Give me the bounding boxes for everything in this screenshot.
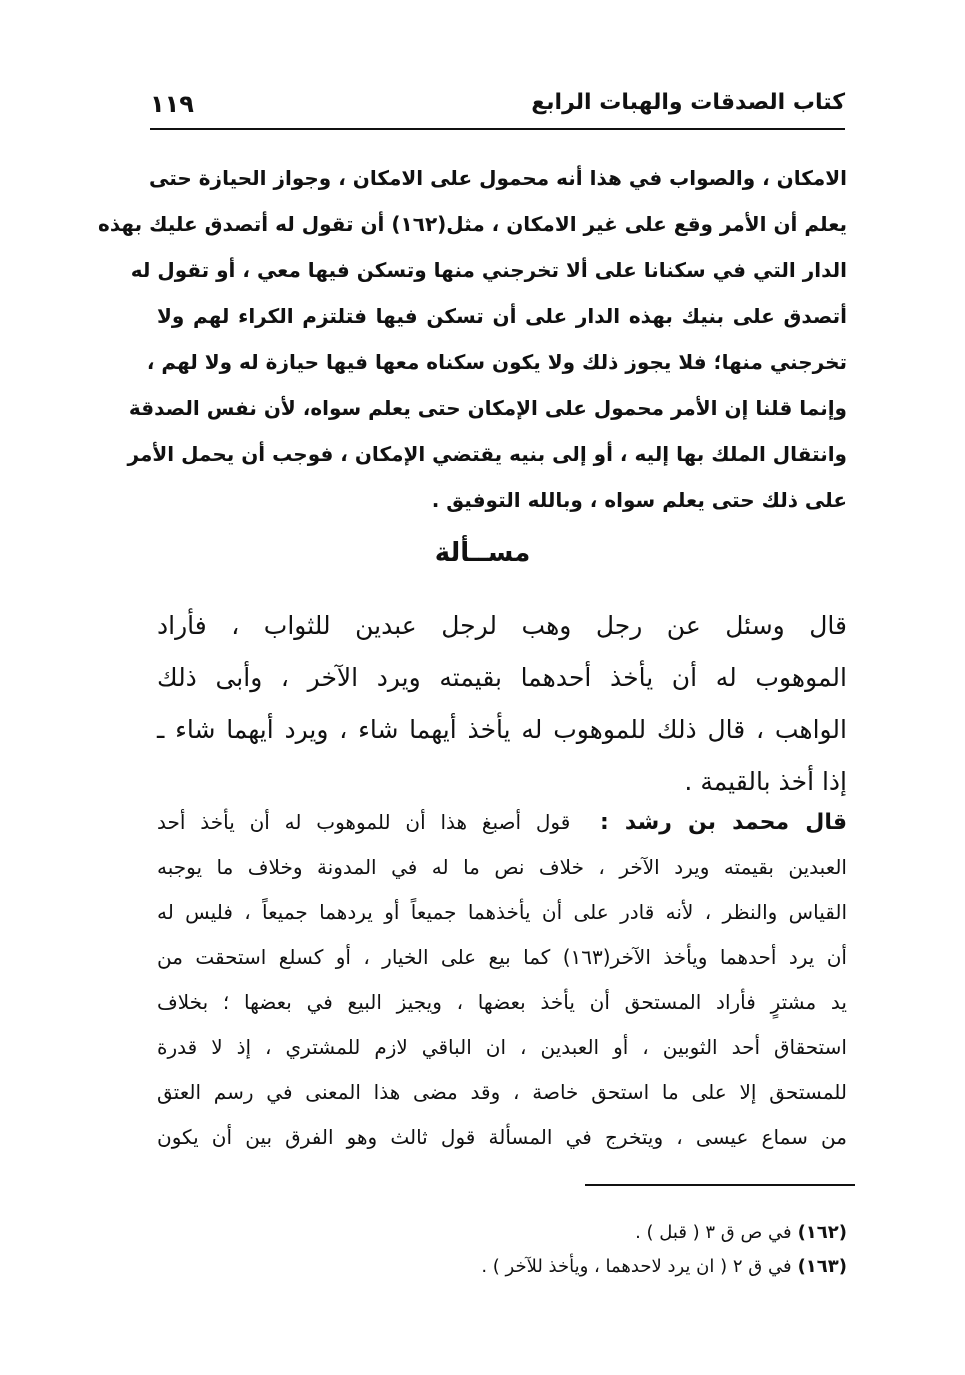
text-line: وإنما قلنا إن الأمر محمول على الإمكان حتى يعلم سواه، لأن نفس الصدقة [128,396,847,420]
footnote-marker: (١٦٢) [797,1222,847,1243]
text-line: إذا أخذ بالقيمة . [684,767,847,796]
text-line: أتصدق على بنيك بهذه الدار على أن تسكن فيها فتلتزم الكراء لهم ولا [157,304,847,328]
text-line [157,800,847,845]
text-line: الدار التي في سكنانا على ألا تخرجني منها وتسكن فيها معي ، أو تقول له [130,258,847,282]
text-line: قال وسئل عن رجل وهب لرجل عبدين للثواب ، فأراد [157,611,847,640]
footnotes-list [157,1216,847,1284]
page-header [150,88,845,130]
paragraph-2 [157,600,847,808]
text-line: من سماع عيسى ، ويتخرج في المسألة قول ثالث وهو الفرق بين أن يكون [157,1125,847,1149]
text-line: يعلم أن الأمر وقع على غير الامكان ، مثل(١٦٢) أن تقول له أتصدق عليك بهذه [98,212,847,236]
footnote [157,1216,847,1250]
footnote-text: في ق ٢ ( ان يرد لاحدهما ، ويأخذ للآخر ) . [481,1256,792,1277]
text-fragment: قول أصبغ هذا أن للموهوب له أن يأخذ أحد [157,810,571,834]
text-line: يد مشترٍ فأراد المستحق أن يأخذ بعضها ، ويجيز البيع في بعضها ؛ بخلاف [157,990,847,1014]
footnote-marker: (١٦٣) [797,1256,847,1277]
text-line: استحقاق أحد الثوبين ، أو العبدين ، ان الباقي لازم للمشتري ، إذ لا قدرة [157,1035,847,1059]
page-number: ١١٩ [150,90,194,118]
text-line: أن يرد أحدهما ويأخذ الآخر(١٦٣) كما بيع على الخيار ، أو كسلع استحقت من [157,945,847,969]
paragraph-1 [98,155,847,523]
running-title: كتاب الصدقات والهبات الرابع [531,90,845,115]
footnote [157,1250,847,1284]
text-line: للمستحق إلا على ما استحق خاصة ، وقد مضى هذا المعنى في رسم العتق [157,1080,847,1104]
paragraph-3 [157,800,847,1160]
text-line: القياس والنظر ، لأنه قادر على أن يأخذهما جميعاً أو يردهما جميعاً ، فليس له [157,900,847,924]
text-line: على ذلك حتى يعلم سواه ، وبالله التوفيق . [431,488,847,512]
text-line: العبدين بقيمته ويرد الآخر ، خلاف نص ما له في المدونة وخلاف ما يوجبه [157,855,847,879]
text-line: وانتقال الملك بها إليه ، أو إلى بنيه يقتضي الإمكان ، فوجب أن يحمل الأمر [127,442,847,466]
footnote-divider [585,1184,855,1186]
paragraph-lead: قال محمد بن رشد : [599,810,847,835]
section-heading: مســألة [434,538,531,568]
text-line: تخرجني منها؛ فلا يجوز ذلك ولا يكون سكناه معها فيها حيازة له ولا لهم ، [146,350,847,374]
text-line: الواهب ، قال ذلك للموهوب له يأخذ أيهما شاء ، ويرد أيهما شاء ـ [157,715,847,744]
footnote-text: في ص ق ٣ ( قبل ) . [635,1222,792,1243]
text-line: الامكان ، والصواب في هذا أنه محمول على الامكان ، وجواز الحيازة حتى [148,166,847,190]
text-line: الموهوب له أن يأخذ أحدهما بقيمته ويرد الآخر ، وأبى ذلك [157,663,847,692]
